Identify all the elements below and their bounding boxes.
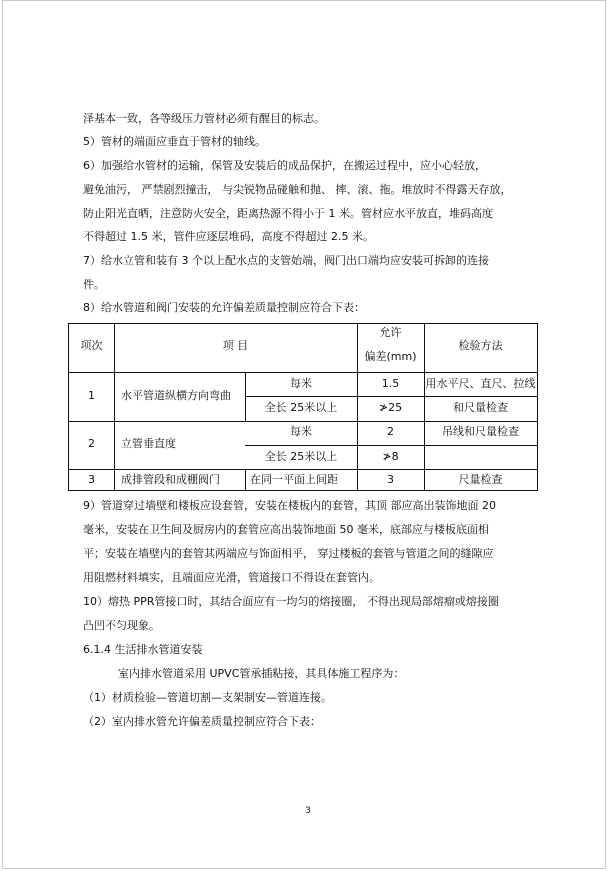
paragraph-line: 8）给水管道和阀门安装的允许偏差质量控制应符合下表： xyxy=(83,301,365,314)
paragraph-line: 10）熔热 PPR管接口时，其结合面应有一均匀的熔接圈， 不得出现局部熔瘤或熔接圈 xyxy=(83,595,499,608)
paragraph-line: 凸凹不匀现象。 xyxy=(83,619,160,632)
row-item: 立管垂直度 xyxy=(121,437,176,450)
row-index: 3 xyxy=(88,473,95,486)
row-item: 水平管道纵横方向弯曲 xyxy=(121,389,231,402)
row-subitem: 全长 25米以上 xyxy=(264,450,338,463)
row-subitem: 每米 xyxy=(290,425,312,438)
header-method: 检验方法 xyxy=(458,339,503,352)
section-heading: 6.1.4 生活排水管道安装 xyxy=(83,643,203,656)
header-index: 项次 xyxy=(80,339,103,352)
document-page xyxy=(2,0,606,869)
paragraph-line: 泽基本一致，各等级压力管材必须有醒目的标志。 xyxy=(83,112,325,125)
row-subitem: 每米 xyxy=(290,377,312,390)
row-subitem: 在同一平面上间距 xyxy=(250,473,338,486)
paragraph-line: （2）室内排水管允许偏差质量控制应符合下表： xyxy=(83,715,321,728)
paragraph-line: 件。 xyxy=(83,278,105,291)
paragraph-line: 毫米，安装在卫生间及厨房内的套管应高出装饰地面 50 毫米，底部应与楼板底面相 xyxy=(83,523,489,536)
row-value: 2 xyxy=(387,425,394,438)
paragraph-line: 6）加强给水管材的运输，保管及安装后的成品保护，在搬运过程中，应小心轻放， xyxy=(83,159,486,172)
page-number: 3 xyxy=(305,806,311,816)
row-method: 吊线和尺量检查 xyxy=(442,425,519,438)
tolerance-table xyxy=(68,323,538,491)
paragraph-line: 避免油污， 严禁剧烈撞击， 与尖锐物品碰触和抛、 摔、滚、拖。堆放时不得露天存放， xyxy=(83,183,512,196)
row-value: ≯25 xyxy=(378,401,403,414)
paragraph-line: （1）材质检验—管道切割—支架制安—管道连接。 xyxy=(83,691,332,704)
paragraph-line: 用阻燃材料填实，且端面应光滑，管道接口不得设在套管内。 xyxy=(83,571,380,584)
row-index: 1 xyxy=(88,389,95,402)
header-tolerance-line1: 允许 xyxy=(379,326,402,339)
row-index: 2 xyxy=(88,437,95,450)
header-item: 项 目 xyxy=(222,339,249,352)
row-value: 3 xyxy=(387,473,394,486)
paragraph-line: 室内排水管道采用 UPVC管承插粘接，其具体施工程序为： xyxy=(118,667,405,680)
paragraph-line: 不得超过 1.5 米，管件应逐层堆码，高度不得超过 2.5 米。 xyxy=(83,230,374,243)
row-method: 尺量检查 xyxy=(458,473,503,486)
paragraph-line: 9）管道穿过墙壁和楼板应设套管，安装在楼板内的套管，其顶 部应高出装饰地面 20 xyxy=(83,499,496,512)
row-item: 成排管段和成棚阀门 xyxy=(121,473,220,486)
header-tolerance-line2: 偏差(mm) xyxy=(364,350,417,363)
row-method: 和尺量检查 xyxy=(453,401,508,414)
row-value: ≯8 xyxy=(382,450,399,463)
paragraph-line: 5）管材的端面应垂直于管材的轴线。 xyxy=(83,135,266,148)
paragraph-line: 平；安装在墙壁内的套管其两端应与饰面相平， 穿过楼板的套管与管道之间的缝隙应 xyxy=(83,547,494,560)
paragraph-line: 防止阳光直晒，注意防火安全，距离热源不得小于 1 米。管材应水平放直，堆码高度 xyxy=(83,207,493,220)
row-value: 1.5 xyxy=(381,377,400,390)
paragraph-line: 7）给水立管和装有 3 个以上配水点的支管始端，阀门出口端均应安装可拆卸的连接 xyxy=(83,254,489,267)
row-subitem: 全长 25米以上 xyxy=(264,401,338,414)
row-method: 用水平尺、直尺、拉线 xyxy=(425,377,536,390)
